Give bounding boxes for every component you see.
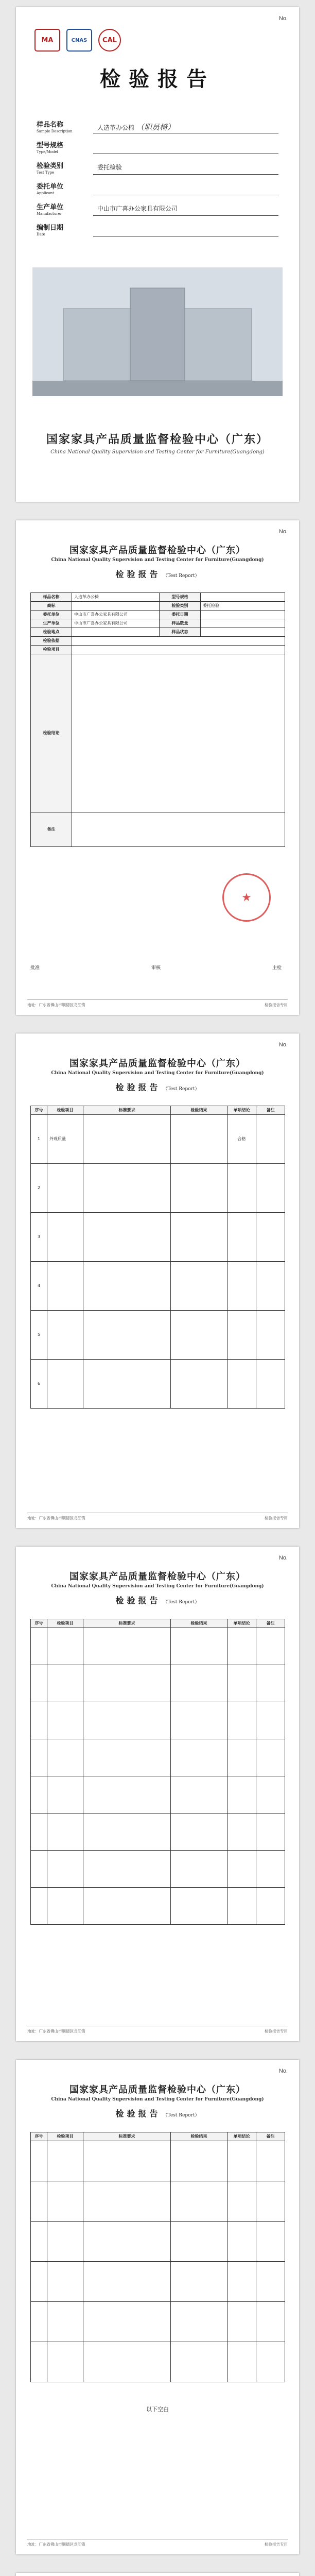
blank-below-note: 以下空白 <box>146 2406 169 2413</box>
cover-org-name-en: China National Quality Supervision and Testing Center for Furniture(Guangdong) <box>50 449 265 455</box>
certification-badges <box>34 29 121 52</box>
sample-photo-page <box>16 2573 299 2576</box>
handwritten-note: （职员椅） <box>136 123 175 132</box>
table-row: 生产单位 中山市广喜办公家具有限公司 样品数量 <box>31 619 285 628</box>
table-row <box>31 2302 285 2342</box>
page-footer: 地址：广东省佛山市顺德区龙江镇 检验报告专用 <box>27 2026 288 2034</box>
page-footer: 地址：广东省佛山市顺德区龙江镇 检验报告专用 <box>27 999 288 1008</box>
cover-fields <box>37 113 278 236</box>
ma-badge-icon: MA <box>34 29 60 52</box>
signature-tested: 主检 <box>272 965 282 971</box>
report-number: No. <box>278 2068 288 2074</box>
table-row <box>31 1628 285 1665</box>
table-row <box>31 1888 285 1925</box>
info-table <box>30 592 285 847</box>
table-row <box>31 1851 285 1888</box>
cover-field-date: 编制日期 Date <box>37 216 278 236</box>
table-row <box>31 1665 285 1702</box>
inspection-seal-icon: ★ <box>222 873 271 922</box>
report-subtitle: 检验报告 （Test Report） <box>115 2109 200 2119</box>
table-row: 5 <box>31 1311 285 1360</box>
test-table-header: 序号 检验项目 标准要求 检验结果 单项结论 备注 <box>31 1106 285 1115</box>
table-row <box>31 1776 285 1814</box>
report-number: No. <box>278 1042 288 1048</box>
page-footer: 地址：广东省佛山市顺德区龙江镇 检验报告专用 <box>27 2539 288 2547</box>
signature-row <box>30 963 285 971</box>
org-header: 国家家具产品质量监督检验中心（广东） <box>69 2084 246 2095</box>
cover-field-test-type: 检验类别 Test Type 委托检验 <box>37 154 278 175</box>
table-row: 4 <box>31 1262 285 1311</box>
test-table <box>30 1619 285 1925</box>
test-table <box>30 1106 285 1409</box>
cover-field-sample <box>37 113 278 133</box>
org-header: 国家家具产品质量监督检验中心（广东） <box>69 1058 246 1069</box>
building-illustration-icon <box>32 267 283 396</box>
table-row: 委托单位 中山市广喜办公家具有限公司 委托日期 <box>31 611 285 619</box>
report-number: No. <box>278 529 288 535</box>
org-header-en: China National Quality Supervision and Testing Center for Furniture(Guangdong) <box>51 1071 264 1076</box>
org-header: 国家家具产品质量监督检验中心（广东） <box>69 545 246 556</box>
table-row <box>31 1739 285 1776</box>
report-subtitle: 检验报告 （Test Report） <box>115 569 200 579</box>
table-row <box>31 1814 285 1851</box>
cover-field-value: 人造革办公椅 （职员椅） <box>93 122 278 133</box>
test-table <box>30 2132 285 2382</box>
cal-badge-icon: CAL <box>98 29 121 52</box>
cover-field-model: 型号规格 Type/Model <box>37 133 278 154</box>
report-number <box>279 15 288 22</box>
test-table-header: 序号 检验项目 标准要求 检验结果 单项结论 备注 <box>31 1619 285 1628</box>
table-row: 3 <box>31 1213 285 1262</box>
remark-row: 备注 <box>31 812 285 847</box>
table-row <box>31 2262 285 2302</box>
report-cover-page <box>16 7 299 502</box>
cnas-badge-icon: CNAS <box>66 29 92 52</box>
table-row <box>31 1702 285 1739</box>
table-row: 检验依据 <box>31 637 285 646</box>
cover-field-manufacturer: 生产单位 Manufacturer 中山市广喜办公家具有限公司 <box>37 195 278 216</box>
report-subtitle: 检验报告 （Test Report） <box>115 1596 200 1605</box>
test-items-page-1 <box>16 1033 299 1528</box>
org-header-en: China National Quality Supervision and Testing Center for Furniture(Guangdong) <box>51 2097 264 2102</box>
cover-field-applicant: 委托单位 Applicant <box>37 175 278 195</box>
table-row: 1 外观质量 合格 <box>31 1115 285 1164</box>
table-row: 6 <box>31 1360 285 1409</box>
report-info-page <box>16 520 299 1015</box>
report-subtitle: 检验报告 （Test Report） <box>115 1082 200 1092</box>
table-row: 商标 检验类别 委托检验 <box>31 602 285 611</box>
org-header: 国家家具产品质量监督检验中心（广东） <box>69 1571 246 1582</box>
building-photo <box>32 267 283 396</box>
table-row: 2 <box>31 1164 285 1213</box>
test-items-page-3 <box>16 2060 299 2554</box>
test-items-page-2 <box>16 1547 299 2041</box>
table-row <box>31 2222 285 2262</box>
test-table-header: 序号 检验项目 标准要求 检验结果 单项结论 备注 <box>31 2132 285 2141</box>
cover-field-label: 样品名称 Sample Description <box>37 121 73 133</box>
table-row <box>31 2141 285 2181</box>
table-row: 检验地点 样品状态 <box>31 628 285 637</box>
report-number: No. <box>278 1555 288 1561</box>
cover-title: 检验报告 <box>100 67 215 91</box>
conclusion-row: 检验结论 <box>31 654 285 812</box>
org-header-en: China National Quality Supervision and Testing Center for Furniture(Guangdong) <box>51 557 264 563</box>
table-row <box>31 2342 285 2382</box>
signature-reviewed: 审核 <box>151 965 161 971</box>
report-number-prefix: No. <box>278 15 288 22</box>
signature-approved: 批准 <box>30 965 40 971</box>
table-row <box>31 2181 285 2222</box>
table-row: 样品名称 人造革办公椅 型号规格 <box>31 593 285 602</box>
table-row: 检验项目 <box>31 646 285 654</box>
page-footer: 地址：广东省佛山市顺德区龙江镇 检验报告专用 <box>27 1513 288 1521</box>
cover-org-name: 国家家具产品质量监督检验中心（广东） <box>46 433 269 446</box>
org-header-en: China National Quality Supervision and Testing Center for Furniture(Guangdong) <box>51 1584 264 1589</box>
